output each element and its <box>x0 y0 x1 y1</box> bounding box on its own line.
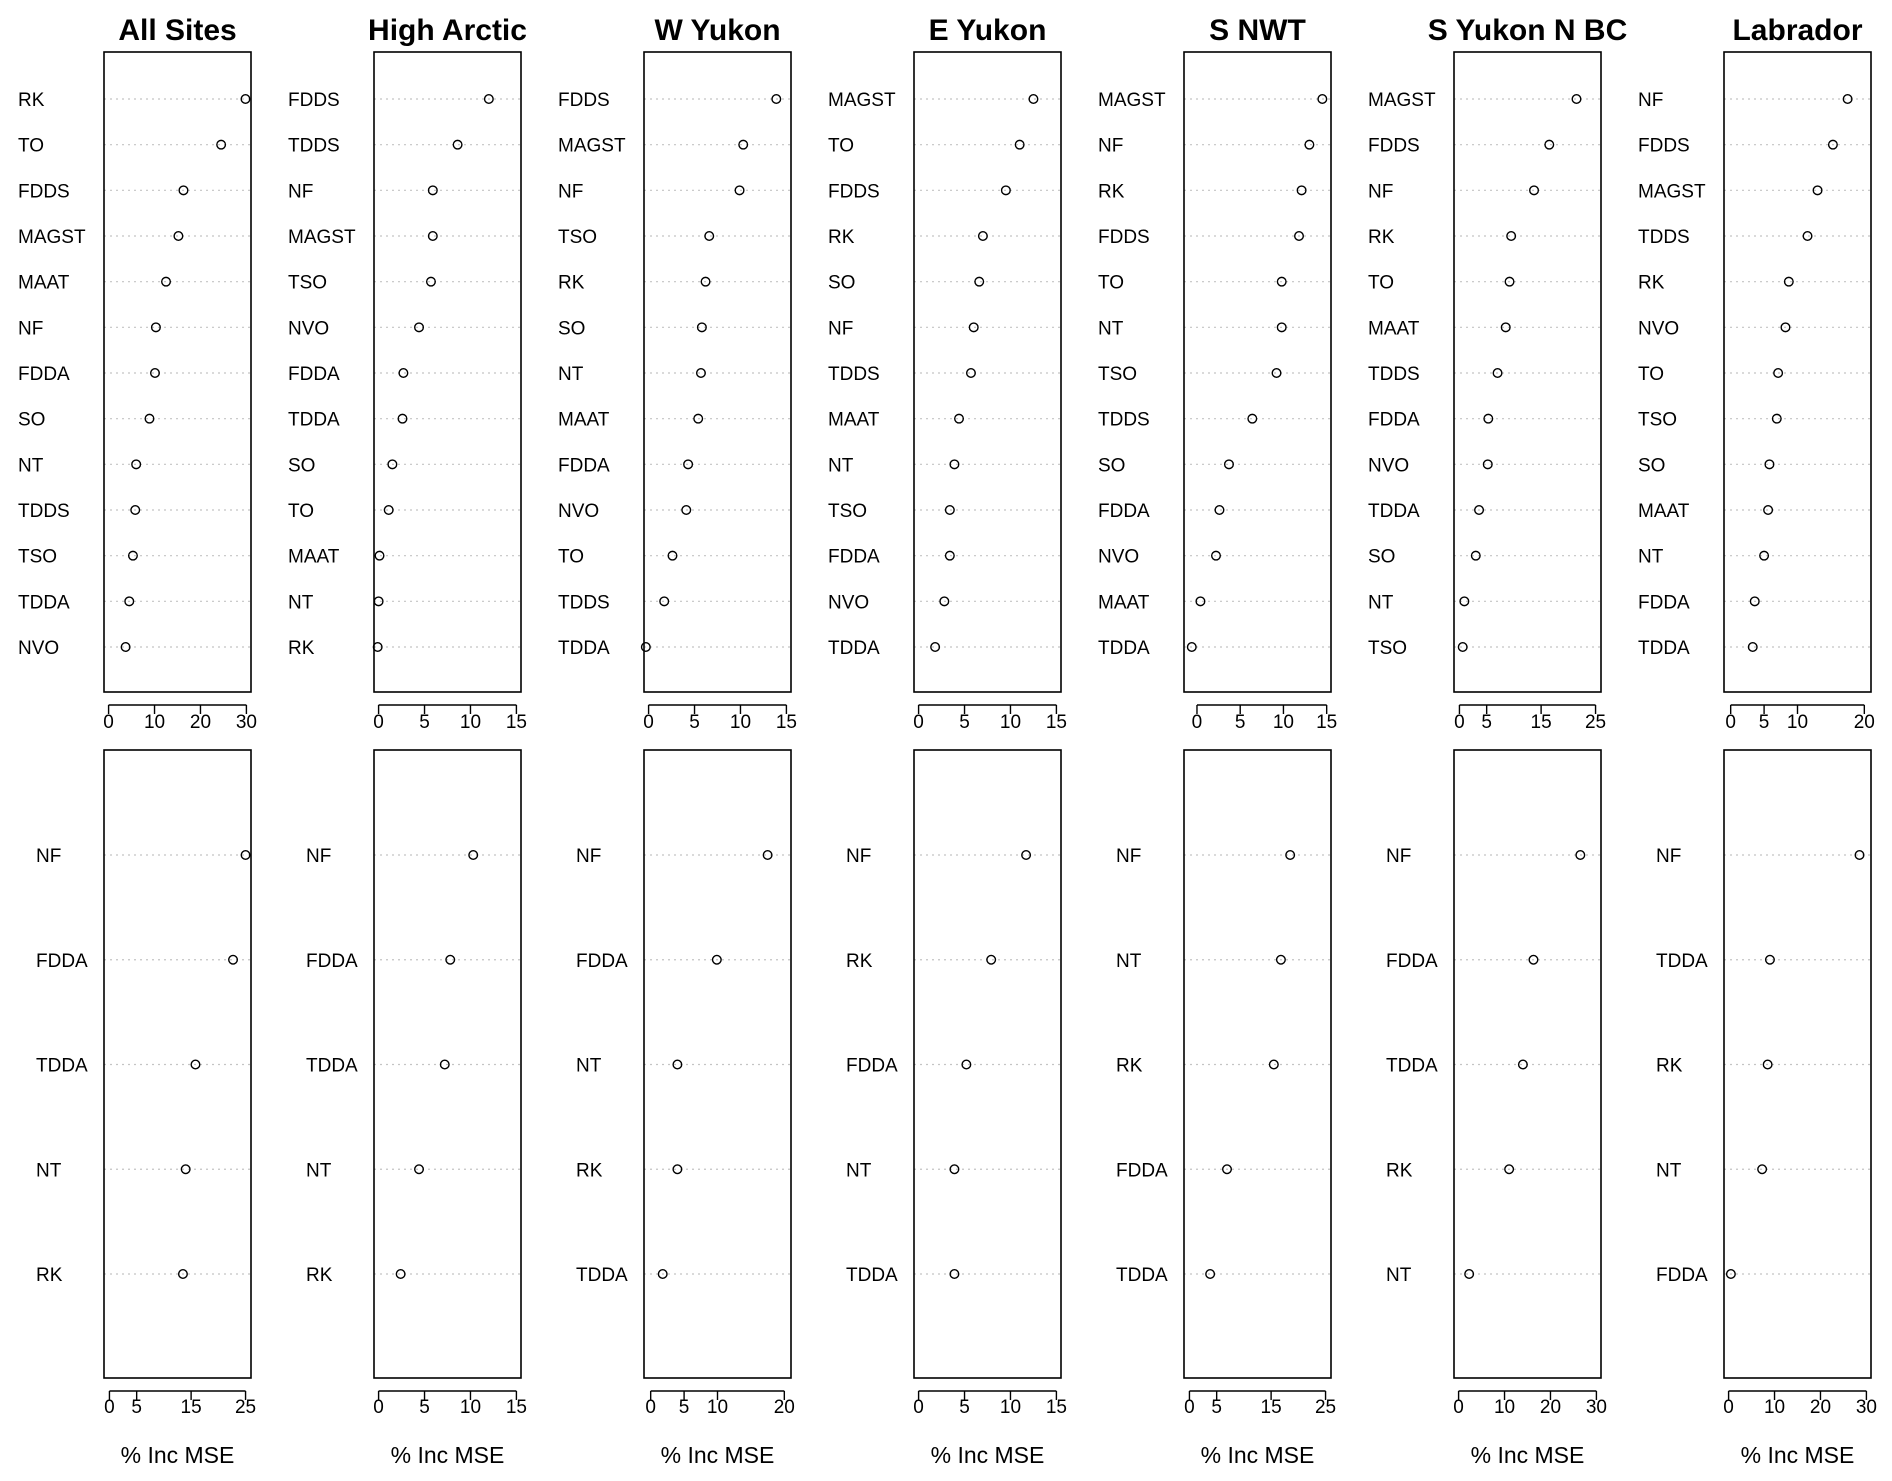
variable-label: NT <box>1656 1160 1682 1182</box>
data-point <box>987 955 996 964</box>
variable-label: TSO <box>1368 638 1408 659</box>
variable-label: TSO <box>828 501 868 522</box>
data-point <box>427 277 436 286</box>
data-point <box>399 369 408 378</box>
variable-label: NVO <box>558 501 600 522</box>
variable-label: FDDA <box>288 364 340 385</box>
panel-box <box>644 52 791 692</box>
x-tick-label: 5 <box>959 1397 970 1418</box>
x-tick-label: 0 <box>1725 712 1736 733</box>
x-tick-label: 5 <box>131 1397 142 1418</box>
variable-label: TDDA <box>288 409 340 431</box>
x-tick-label: 20 <box>773 1397 795 1418</box>
variable-label: RK <box>576 1160 603 1182</box>
panel-box <box>1724 52 1871 692</box>
data-point <box>174 232 183 241</box>
variable-label: NT <box>846 1160 872 1182</box>
variable-label: MAGST <box>288 227 356 248</box>
x-tick-label: 15 <box>1316 712 1338 733</box>
x-tick-label: 0 <box>373 1397 384 1418</box>
panel-box <box>1184 52 1331 692</box>
x-tick-label: 15 <box>1260 1397 1282 1418</box>
panel-title: E Yukon <box>928 14 1047 47</box>
x-tick-label: 5 <box>959 712 970 733</box>
variable-label: NVO <box>1098 546 1140 568</box>
data-point <box>1764 506 1773 515</box>
variable-label: FDDS <box>1098 227 1150 248</box>
variable-label: TSO <box>1098 364 1138 385</box>
variable-label: TDDS <box>828 364 880 385</box>
variable-label: NF <box>1368 181 1394 203</box>
data-point <box>1572 95 1581 104</box>
panel-title: High Arctic <box>368 14 527 47</box>
x-tick-label: 20 <box>1539 1397 1562 1418</box>
variable-label: FDDA <box>576 950 628 972</box>
x-tick-label: 0 <box>643 712 654 733</box>
data-point <box>1272 369 1281 378</box>
variable-label: NT <box>18 455 44 477</box>
variable-label: FDDA <box>558 455 610 477</box>
variable-label: FDDA <box>1116 1160 1168 1182</box>
variable-label: TO <box>1098 272 1125 294</box>
x-tick-label: 30 <box>235 712 257 733</box>
variable-label: NF <box>288 181 314 203</box>
x-axis-title: % Inc MSE <box>390 1442 505 1468</box>
x-tick-label: 0 <box>1191 712 1203 733</box>
x-axis-title: % Inc MSE <box>1740 1442 1855 1468</box>
x-tick-label: 0 <box>1184 1397 1195 1418</box>
panel-title: S NWT <box>1209 14 1306 47</box>
variable-label: RK <box>36 1265 63 1286</box>
data-point <box>1225 460 1234 469</box>
variable-label: MAAT <box>1638 501 1690 522</box>
variable-label: NF <box>828 318 854 340</box>
x-tick-label: 0 <box>1723 1397 1734 1418</box>
variable-label: NF <box>1638 90 1664 111</box>
variable-label: TDDA <box>828 638 880 659</box>
x-tick-label: 0 <box>913 712 924 733</box>
variable-label: TO <box>288 501 315 522</box>
variable-label: TDDA <box>1638 638 1690 659</box>
variable-label: RK <box>1368 227 1395 248</box>
variable-label: MAAT <box>18 272 70 294</box>
x-axis-title: % Inc MSE <box>1200 1442 1315 1468</box>
data-point <box>979 232 988 241</box>
variable-label: RK <box>1638 272 1665 294</box>
variable-label: TO <box>828 135 855 157</box>
variable-label: FDDA <box>36 950 88 972</box>
data-point <box>1029 95 1038 104</box>
x-tick-label: 25 <box>234 1397 257 1418</box>
panel-box <box>1454 52 1601 692</box>
variable-label: MAAT <box>288 546 340 568</box>
data-point <box>705 232 714 241</box>
x-tick-label: 5 <box>678 1397 690 1418</box>
variable-label: FDDA <box>1098 501 1150 522</box>
variable-label: TDDA <box>36 1055 88 1077</box>
data-point <box>1305 140 1314 149</box>
data-point <box>735 186 744 195</box>
variable-label: SO <box>1368 546 1396 568</box>
variable-label: TDDS <box>1638 227 1690 248</box>
variable-label: NF <box>1116 846 1142 867</box>
variable-label: FDDS <box>18 181 70 203</box>
variable-label: TDDA <box>1116 1265 1168 1286</box>
variable-label: RK <box>846 950 873 972</box>
x-axis-title: % Inc MSE <box>660 1442 775 1468</box>
x-tick-label: 10 <box>143 712 166 733</box>
data-point <box>975 277 984 286</box>
variable-label: SO <box>1638 455 1666 477</box>
panel-title: W Yukon <box>654 14 781 47</box>
variable-label: RK <box>288 638 315 659</box>
variable-label: RK <box>828 227 855 248</box>
x-tick-label: 5 <box>1234 712 1246 733</box>
x-tick-label: 10 <box>1272 712 1295 733</box>
variable-label: NVO <box>828 592 870 614</box>
x-tick-label: 25 <box>1314 1397 1337 1418</box>
variable-label: RK <box>1116 1055 1143 1077</box>
x-tick-label: 5 <box>1481 712 1492 733</box>
data-point <box>969 323 978 332</box>
data-point <box>967 369 976 378</box>
variable-label: FDDA <box>18 364 70 385</box>
variable-label: NT <box>1638 546 1664 568</box>
variable-label: TO <box>18 135 45 157</box>
variable-label: NT <box>828 455 854 477</box>
x-tick-label: 15 <box>505 712 527 733</box>
variable-label: FDDS <box>828 181 880 203</box>
variable-label: FDDA <box>1386 950 1438 972</box>
panel-box <box>104 52 251 692</box>
variable-label: SO <box>558 318 586 340</box>
variable-label: NT <box>1098 318 1124 340</box>
panel-title: S Yukon N BC <box>1427 14 1628 47</box>
data-point <box>697 369 706 378</box>
x-tick-label: 0 <box>913 1397 924 1418</box>
variable-label: RK <box>558 272 585 294</box>
x-tick-label: 15 <box>505 1397 527 1418</box>
variable-label: MAGST <box>1098 90 1166 111</box>
x-tick-label: 15 <box>1530 712 1552 733</box>
variable-label: TDDA <box>18 592 70 614</box>
x-tick-label: 0 <box>103 712 114 733</box>
variable-label: FDDA <box>1368 409 1420 431</box>
variable-label: MAAT <box>828 409 880 431</box>
variable-label: TDDA <box>846 1265 898 1286</box>
x-tick-label: 30 <box>1585 1397 1607 1418</box>
data-point <box>946 551 955 560</box>
variable-label: NT <box>36 1160 62 1182</box>
variable-label: RK <box>18 90 45 111</box>
variable-label: TDDA <box>576 1265 628 1286</box>
panel-box <box>914 52 1061 692</box>
x-tick-label: 25 <box>1584 712 1607 733</box>
variable-label: NF <box>1386 846 1412 867</box>
variable-label: SO <box>828 272 856 294</box>
x-tick-label: 10 <box>1493 1397 1516 1418</box>
variable-label: MAGST <box>558 135 626 157</box>
variable-label: MAAT <box>1368 318 1420 340</box>
x-tick-label: 15 <box>775 712 797 733</box>
variable-label: MAAT <box>558 409 610 431</box>
data-point <box>660 597 669 606</box>
data-point <box>1519 1060 1528 1069</box>
data-point <box>396 1270 405 1279</box>
variable-label: TDDA <box>1098 638 1150 659</box>
x-tick-label: 5 <box>1758 712 1770 733</box>
variable-label: MAGST <box>18 227 86 248</box>
variable-label: TDDA <box>306 1055 358 1077</box>
variable-label: TDDS <box>1098 409 1150 431</box>
variable-label: TDDS <box>1368 364 1420 385</box>
variable-label: NF <box>36 846 62 867</box>
x-tick-label: 10 <box>459 1397 482 1418</box>
variable-label: NT <box>1386 1265 1412 1286</box>
x-axis-title: % Inc MSE <box>1470 1442 1585 1468</box>
variable-label: FDDS <box>1638 135 1690 157</box>
variable-label: NT <box>288 592 314 614</box>
x-tick-label: 20 <box>189 712 212 733</box>
variable-label: NT <box>306 1160 332 1182</box>
variable-label: TO <box>558 546 585 568</box>
x-tick-label: 10 <box>729 712 752 733</box>
x-tick-label: 15 <box>1045 1397 1067 1418</box>
panel-title: All Sites <box>118 14 237 47</box>
variable-label: TO <box>1368 272 1395 294</box>
variable-label: TDDA <box>1656 950 1708 972</box>
variable-label: MAGST <box>828 90 896 111</box>
variable-label: TSO <box>558 227 598 248</box>
data-point <box>684 460 693 469</box>
x-tick-label: 10 <box>1763 1397 1786 1418</box>
variable-label: FDDS <box>558 90 610 111</box>
data-point <box>1530 186 1539 195</box>
panel-box <box>374 52 521 692</box>
variable-label: SO <box>288 455 316 477</box>
data-point <box>1270 1060 1279 1069</box>
variable-label: RK <box>1656 1055 1683 1077</box>
variable-label: SO <box>1098 455 1126 477</box>
variable-label: MAAT <box>1098 592 1150 614</box>
variable-label: TO <box>1638 364 1665 385</box>
variable-label: MAGST <box>1368 90 1436 111</box>
variable-label: TDDS <box>288 135 340 157</box>
panel-title: Labrador <box>1732 14 1863 47</box>
variable-label: SO <box>18 409 46 431</box>
variable-label: NF <box>1098 135 1124 157</box>
variable-label: NF <box>576 846 602 867</box>
variable-label: RK <box>1098 181 1125 203</box>
x-tick-label: 0 <box>104 1397 115 1418</box>
variable-label: TDDS <box>558 592 610 614</box>
variable-label: FDDS <box>288 90 340 111</box>
variable-label: FDDA <box>1638 592 1690 614</box>
data-point <box>384 506 393 515</box>
data-point <box>1758 1165 1767 1174</box>
variable-label: NF <box>306 846 332 867</box>
data-point <box>1206 1270 1215 1279</box>
data-point <box>375 551 384 560</box>
variable-label: TSO <box>1638 409 1678 431</box>
data-point <box>1458 643 1467 652</box>
variable-label: TDDA <box>558 638 610 659</box>
data-point <box>1248 414 1257 423</box>
data-point <box>946 506 955 515</box>
variable-label: FDDS <box>1368 135 1420 157</box>
x-tick-label: 10 <box>459 712 482 733</box>
variable-label: TDDS <box>18 501 70 522</box>
variable-label: TSO <box>288 272 328 294</box>
variable-label: TSO <box>18 546 58 568</box>
variable-label: NF <box>846 846 872 867</box>
x-tick-label: 30 <box>1855 1397 1877 1418</box>
x-tick-label: 10 <box>999 712 1022 733</box>
x-tick-label: 5 <box>1211 1397 1222 1418</box>
x-tick-label: 10 <box>706 1397 729 1418</box>
variable-label: RK <box>306 1265 333 1286</box>
x-tick-label: 10 <box>1786 712 1809 733</box>
x-tick-label: 20 <box>1853 712 1875 733</box>
variable-label: NVO <box>1638 318 1680 340</box>
data-point <box>132 460 141 469</box>
x-tick-label: 0 <box>373 712 384 733</box>
x-tick-label: 15 <box>1045 712 1067 733</box>
x-tick-label: 0 <box>645 1397 656 1418</box>
x-tick-label: 20 <box>1809 1397 1832 1418</box>
x-tick-label: 5 <box>419 1397 430 1418</box>
variable-label: NF <box>18 318 44 340</box>
x-axis-title: % Inc MSE <box>120 1442 235 1468</box>
variable-label: MAGST <box>1638 181 1706 203</box>
variable-label: NVO <box>1368 455 1410 477</box>
data-point <box>453 140 462 149</box>
x-tick-label: 0 <box>1453 1397 1464 1418</box>
data-point <box>1215 506 1224 515</box>
variable-label: TDDA <box>1368 501 1420 522</box>
variable-label: NT <box>1116 950 1142 972</box>
variable-label: NF <box>1656 846 1682 867</box>
variable-label: TDDA <box>1386 1055 1438 1077</box>
x-tick-label: 0 <box>1454 712 1465 733</box>
variable-label: NF <box>558 181 584 203</box>
variable-label: NVO <box>288 318 330 340</box>
data-point <box>1545 140 1554 149</box>
x-tick-label: 15 <box>180 1397 202 1418</box>
variable-label: NVO <box>18 638 60 659</box>
variable-label: FDDA <box>1656 1265 1708 1286</box>
data-point <box>162 277 171 286</box>
x-tick-label: 5 <box>689 712 700 733</box>
variable-label: FDDA <box>846 1055 898 1077</box>
variable-label: FDDA <box>306 950 358 972</box>
x-tick-label: 10 <box>999 1397 1022 1418</box>
data-point <box>1803 232 1812 241</box>
variable-label: FDDA <box>828 546 880 568</box>
variable-label: RK <box>1386 1160 1413 1182</box>
variable-label: NT <box>576 1055 602 1077</box>
x-axis-title: % Inc MSE <box>930 1442 1045 1468</box>
x-tick-label: 5 <box>419 712 430 733</box>
variable-label: NT <box>558 364 584 385</box>
variable-label: NT <box>1368 592 1394 614</box>
